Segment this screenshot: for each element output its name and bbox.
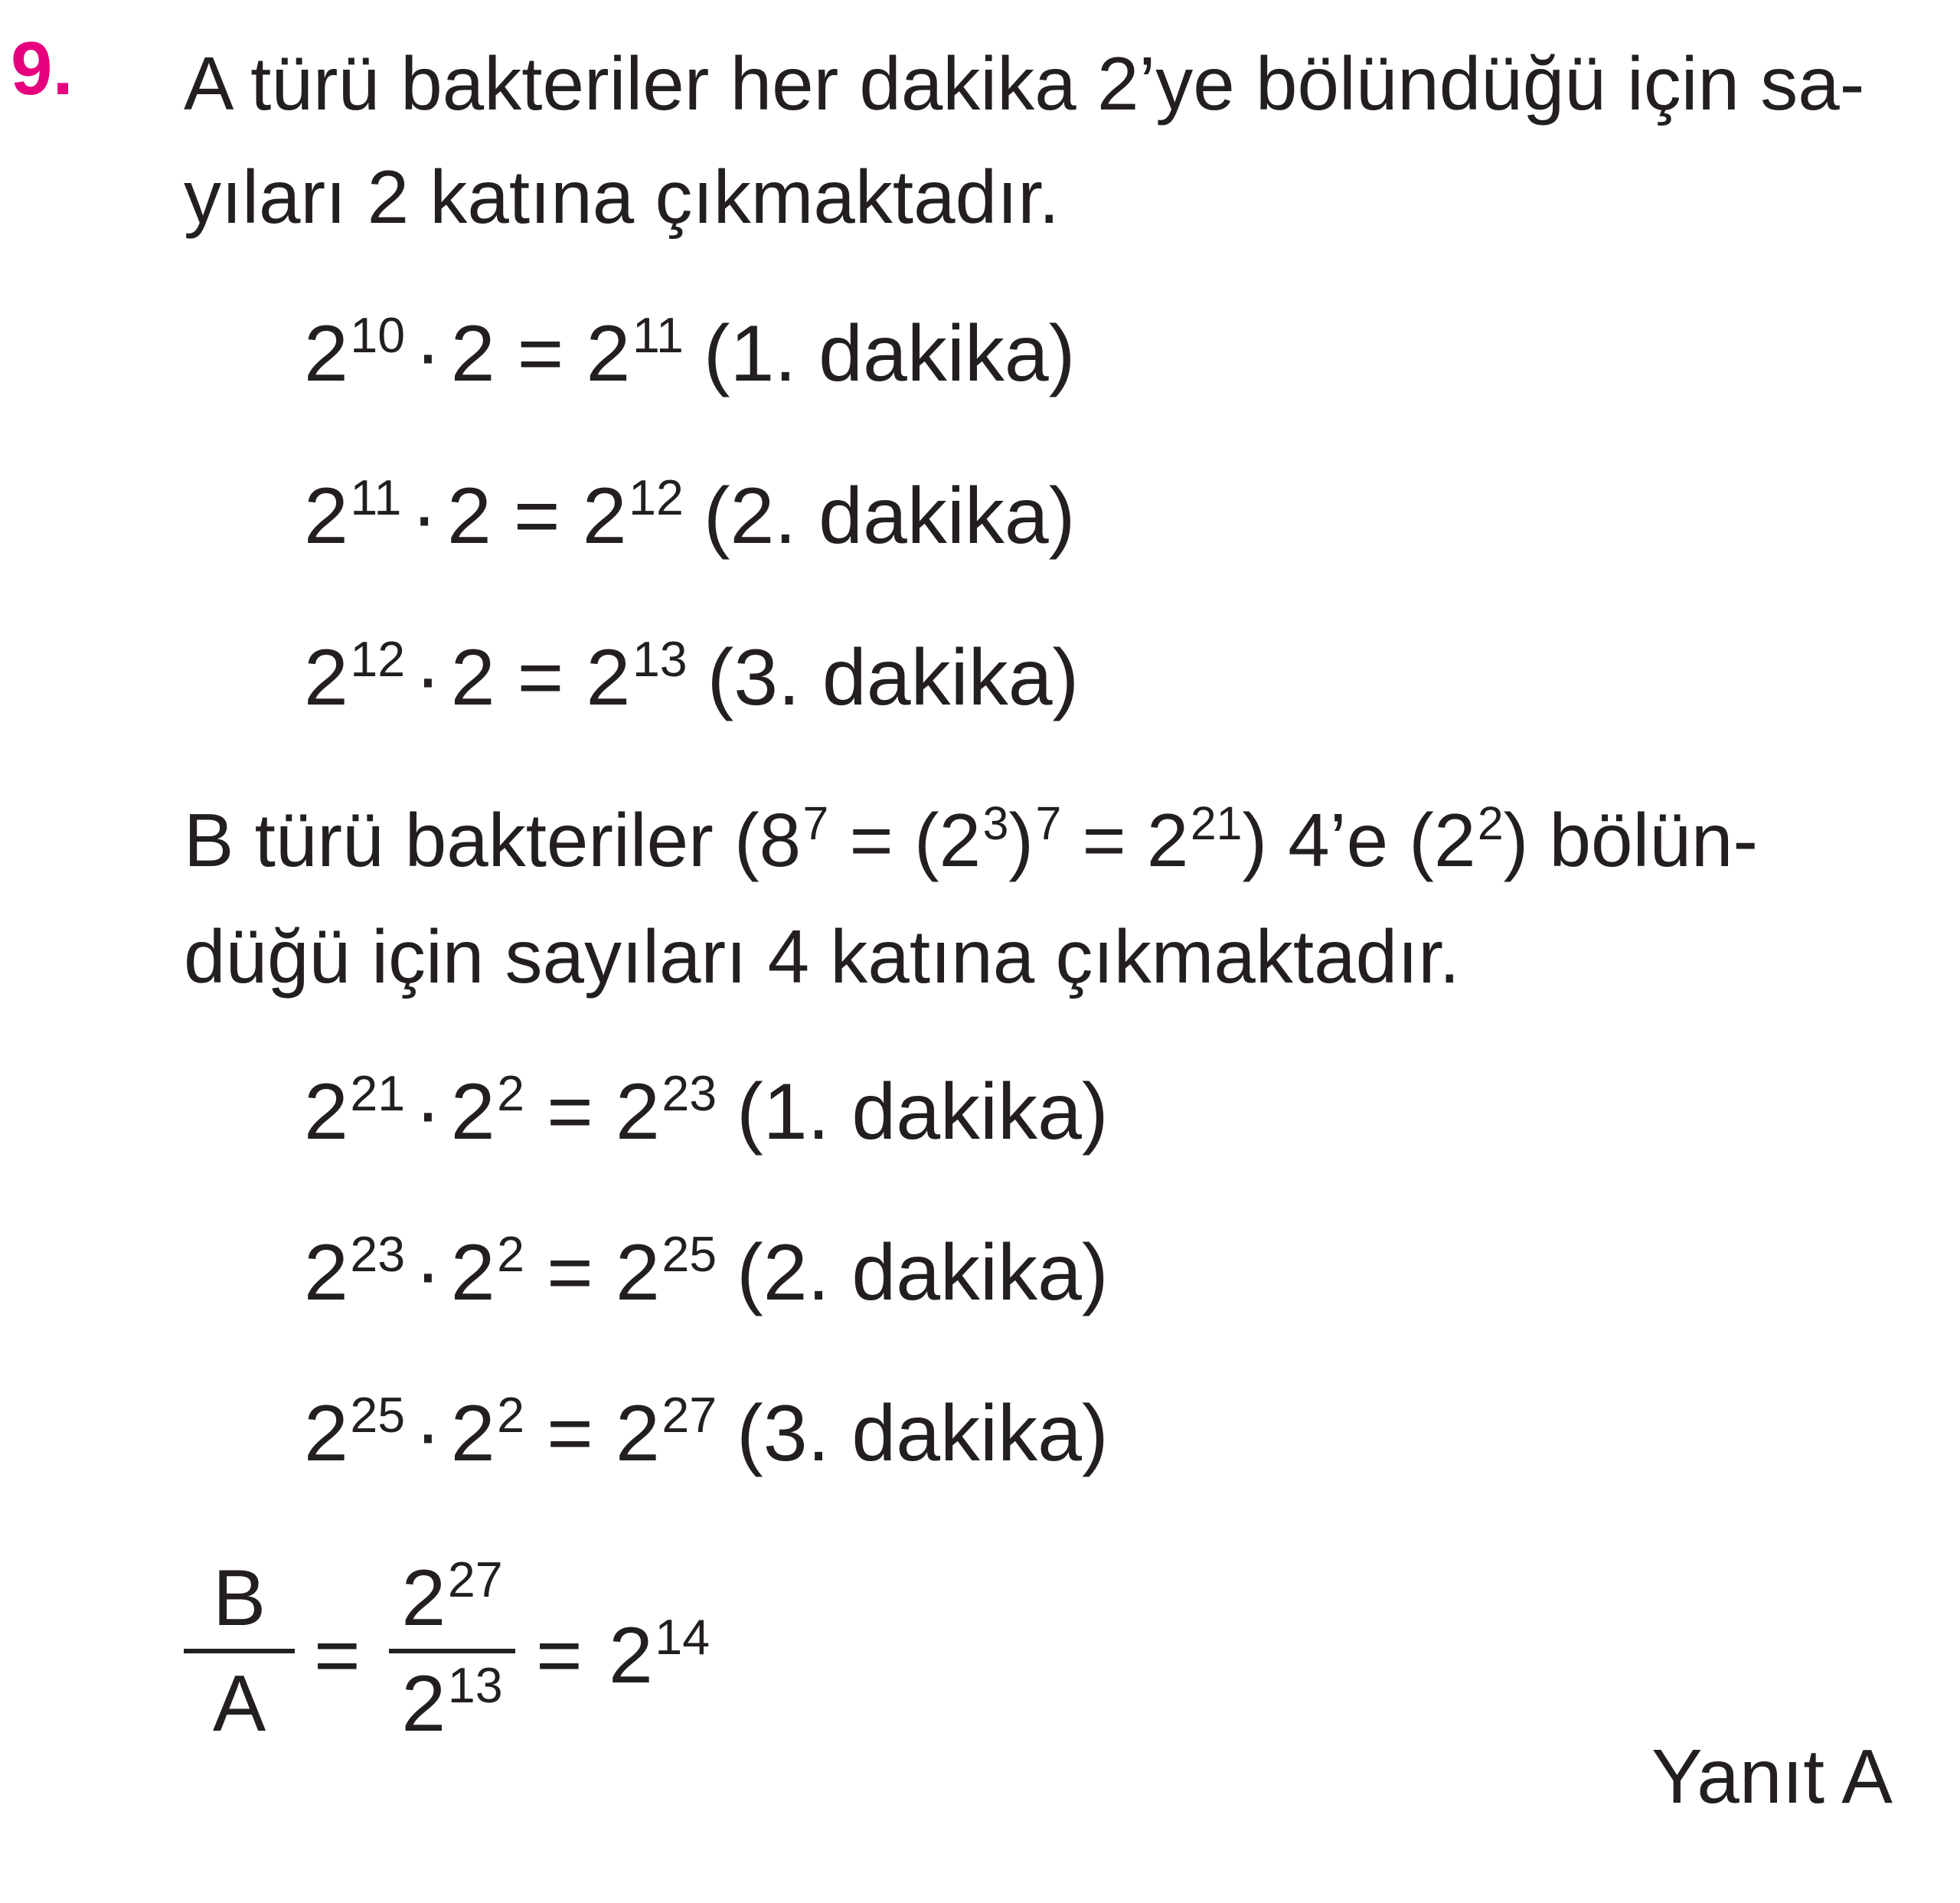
fraction-denominator (401, 1657, 503, 1748)
power-base: 2 (401, 1659, 446, 1748)
times-sign: · (414, 1228, 442, 1317)
intro-line-2: yıları 2 katına çıkmaktadır. (184, 155, 1060, 239)
a-step-result-base: 2 (586, 633, 631, 722)
fraction-numerator (401, 1552, 503, 1643)
ratio-result (609, 1610, 710, 1702)
b-intro-text: = 2 (1061, 798, 1189, 882)
a-step-result-base: 2 (586, 309, 631, 398)
b-step-multiplier-base: 2 (450, 1389, 495, 1478)
equals-sign: = (547, 1068, 593, 1156)
a-step-result-exponent: 12 (629, 469, 684, 525)
minute-label: (3. dakika) (707, 633, 1080, 722)
b-step-2 (304, 1226, 1109, 1317)
b-intro-exponent: 7 (1035, 796, 1062, 849)
a-step-1 (304, 307, 1076, 398)
a-step-base: 2 (304, 472, 348, 561)
b-step-exponent: 21 (350, 1065, 406, 1121)
b-intro-exponent: 21 (1190, 796, 1243, 849)
a-step-3 (304, 631, 1080, 722)
a-step-multiplier: 2 (446, 472, 492, 561)
b-step-result-exponent: 27 (662, 1387, 717, 1443)
b-step-result-base: 2 (615, 1389, 660, 1478)
b-step-multiplier-exponent: 2 (497, 1226, 524, 1282)
b-step-result-base: 2 (615, 1228, 660, 1317)
b-step-result-exponent: 25 (662, 1226, 717, 1282)
answer-label: Yanıt A (1651, 1734, 1893, 1820)
b-intro-text: B türü bakteriler (8 (184, 798, 802, 882)
equals-sign: = (314, 1611, 361, 1700)
a-step-base: 2 (304, 633, 348, 722)
b-intro-line-2: düğü için sayıları 4 katına çıkmaktadır. (184, 914, 1460, 999)
fraction-powers (389, 1552, 515, 1748)
b-intro-exponent: 3 (982, 796, 1009, 849)
b-step-exponent: 25 (350, 1387, 406, 1443)
b-step-base: 2 (304, 1068, 348, 1156)
power-base: 2 (401, 1554, 446, 1643)
times-sign: · (414, 1068, 442, 1156)
a-step-exponent: 10 (350, 307, 406, 363)
times-sign: · (414, 309, 442, 398)
b-intro-text: = (2 (828, 798, 982, 882)
fraction-b-over-a (184, 1554, 295, 1748)
power-exponent: 27 (447, 1552, 503, 1607)
a-step-exponent: 11 (350, 469, 402, 525)
a-step-exponent: 12 (350, 631, 406, 687)
a-step-multiplier: 2 (450, 309, 495, 398)
equals-sign: = (547, 1228, 593, 1317)
power-exponent: 13 (447, 1657, 503, 1713)
fraction-numerator: B (212, 1554, 266, 1643)
fraction-bar (184, 1649, 295, 1653)
equals-sign: = (547, 1389, 593, 1478)
times-sign: · (414, 633, 442, 722)
power-base: 2 (609, 1611, 653, 1700)
minute-label: (1. dakika) (703, 309, 1076, 398)
b-intro-exponent: 7 (802, 796, 829, 849)
equals-sign: = (536, 1611, 583, 1700)
b-step-1 (304, 1065, 1109, 1156)
a-step-2 (304, 469, 1076, 561)
power-exponent: 14 (655, 1609, 710, 1665)
b-intro-exponent: 2 (1477, 796, 1504, 849)
b-intro-line-1 (184, 796, 1758, 882)
a-step-multiplier: 2 (450, 633, 495, 722)
b-step-base: 2 (304, 1228, 348, 1317)
question-number: 9. (11, 26, 74, 110)
b-step-exponent: 23 (350, 1226, 406, 1282)
times-sign: · (410, 472, 438, 561)
a-step-result-exponent: 11 (632, 307, 684, 363)
minute-label: (2. dakika) (737, 1228, 1109, 1317)
b-step-base: 2 (304, 1389, 348, 1478)
b-step-multiplier-base: 2 (450, 1228, 495, 1317)
b-step-3 (304, 1387, 1109, 1478)
equals-sign: = (513, 472, 560, 561)
a-step-base: 2 (304, 309, 348, 398)
times-sign: · (414, 1389, 442, 1478)
equals-sign: = (517, 309, 564, 398)
a-step-result-exponent: 13 (632, 631, 688, 687)
b-step-result-base: 2 (615, 1068, 660, 1156)
b-intro-text: ) (1008, 798, 1034, 882)
b-step-result-exponent: 23 (662, 1065, 717, 1121)
equals-sign: = (517, 633, 564, 722)
b-intro-text: ) bölün- (1503, 798, 1758, 882)
fraction-bar (389, 1649, 515, 1653)
intro-line-1: A türü bakteriler her dakika 2’ye bölündüğü için sa- (184, 41, 1865, 126)
b-step-multiplier-exponent: 2 (497, 1065, 524, 1121)
b-step-multiplier-base: 2 (450, 1068, 495, 1156)
minute-label: (3. dakika) (737, 1389, 1109, 1478)
b-intro-text: ) 4’e (2 (1242, 798, 1476, 882)
fraction-denominator: A (212, 1659, 266, 1748)
b-step-multiplier-exponent: 2 (497, 1387, 524, 1443)
minute-label: (2. dakika) (703, 472, 1076, 561)
minute-label: (1. dakika) (737, 1068, 1109, 1156)
a-step-result-base: 2 (582, 472, 627, 561)
